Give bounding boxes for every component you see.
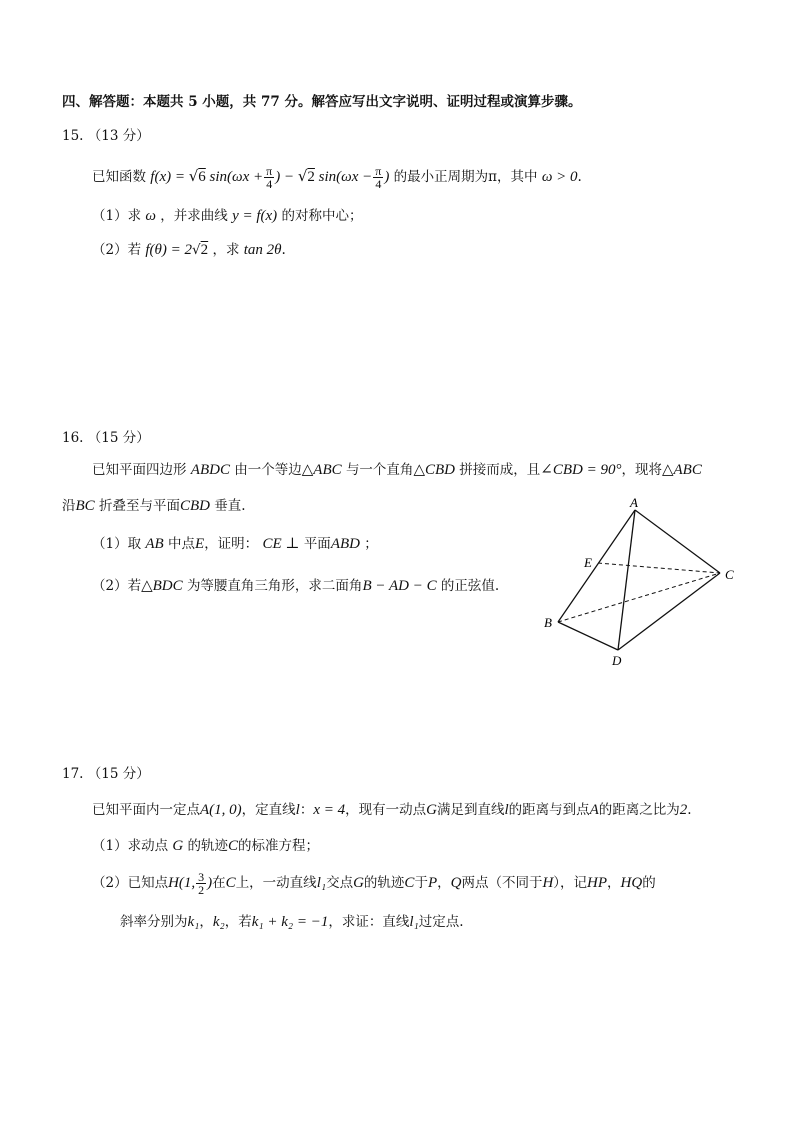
q17-p2-f: ， [437, 875, 451, 891]
q16-p1-ab: AB [145, 536, 164, 552]
q16-part2 [92, 576, 499, 596]
q17-l1-f: 的距离与到点 [508, 802, 590, 818]
edge-BC-hidden [558, 573, 720, 622]
q16-l1-cbd: △CBD [413, 462, 455, 478]
q15-header [62, 126, 150, 146]
q16-p1-e: E [195, 536, 205, 552]
segment-EC-hidden [598, 563, 720, 573]
q17-p2-h2: ），记 [553, 875, 588, 891]
q16-p2-dihedral: B − AD − C [362, 578, 437, 594]
q16-p1-mid: 中点 [168, 536, 196, 552]
q17-p2-hp: HP [587, 875, 608, 891]
q15-part2-root: 2 [200, 242, 209, 258]
q15-stem-suffix: 的最小正周期为π，其中 [393, 169, 538, 185]
q15-part2-expr: f(θ) = 2 [145, 242, 193, 258]
q17-p2-p: P [427, 875, 438, 891]
q16-score: （15 分） [87, 430, 150, 446]
q16-l2-cbd: CBD [179, 498, 210, 514]
q17-p2-label: （2）已知点 [92, 875, 169, 891]
q17-p2-i: 的 [642, 875, 656, 891]
q17-l3-a: 斜率分别为 [120, 914, 188, 930]
q16-l1-d: 拼接而成，且 [459, 462, 541, 478]
q16-part1 [92, 534, 378, 554]
label-D: D [612, 653, 622, 668]
q16-l1-e: ，现将 [621, 462, 662, 478]
section-title: 四、解答题：本题共 5 小题，共 77 分。解答应写出文字说明、证明过程或演算步骤。 [62, 94, 582, 110]
q15-part2-label: （2）若 [92, 242, 142, 258]
q15-part1-omega: ω [145, 208, 156, 224]
q15-stem-prefix: 已知函数 [92, 169, 146, 185]
q17-p2-hh: H [542, 875, 554, 891]
q17-l1-end: . [687, 802, 692, 818]
q17-l3-l1: l₁ [409, 914, 419, 930]
label-E: E [584, 555, 592, 570]
q15-part2: （2）若 f(θ) = 2√2 ，求 tan 2θ. [92, 242, 286, 258]
q16-p1-label: （1）取 [92, 536, 142, 552]
q16-p1-end: ； [364, 536, 378, 552]
q15-part1-label: （1）求 [92, 208, 142, 224]
q16-header [62, 428, 150, 448]
q17-p2-den: 2 [198, 883, 205, 897]
q17-p2-h: H(1, [168, 875, 196, 891]
q17-p2-c2: 交点 [326, 875, 354, 891]
q17-number: 17. [62, 766, 84, 782]
q16-l2-a: 沿 [62, 498, 76, 514]
q17-p1-mid: 的轨迹 [187, 838, 229, 854]
q16-p2-end: 的正弦值. [440, 578, 500, 594]
q17-p1-label: （1）求动点 [92, 838, 169, 854]
q17-l1-a: 已知平面内一定点 [92, 802, 200, 818]
q16-p2-mid: 为等腰直角三角形，求二面角 [186, 578, 363, 594]
q17-p2-g: G [353, 875, 364, 891]
q17-p2-on: 在 [212, 875, 226, 891]
q17-p2-d: 的轨迹 [363, 875, 405, 891]
q16-l1-abdc: ABDC [190, 462, 230, 478]
q16-l1-abc2: △ABC [661, 462, 702, 478]
q16-tetrahedron-figure [530, 495, 750, 675]
label-B: B [544, 615, 552, 630]
q16-p1-abd: ABD [330, 536, 360, 552]
q17-stem [92, 800, 692, 820]
q16-number: 16. [62, 430, 84, 446]
q17-l3-sum: k₁ + k₂ = −1 [251, 914, 329, 930]
q17-l1-b: ，定直线 [241, 802, 296, 818]
q15-stem-end: . [577, 169, 582, 185]
q16-stem-line2 [62, 496, 246, 516]
q17-l1-eq: x = 4 [313, 802, 346, 818]
q15-part2-end: . [281, 242, 286, 258]
q17-p2-hq: HQ [620, 875, 643, 891]
edge-BD [558, 622, 618, 650]
q16-l1-a: 已知平面四边形 [92, 462, 187, 478]
q15-part1-end: 的对称中心； [281, 208, 363, 224]
q17-l1-g: G [426, 802, 437, 818]
q17-p2-e: 于 [414, 875, 428, 891]
q15-part2-mid: ，求 [212, 242, 240, 258]
q17-p2-fraction [196, 871, 206, 896]
q15-part1-mid: ，并求曲线 [160, 208, 228, 224]
q17-l1-g2: 的距离之比为 [598, 802, 680, 818]
q17-p2-b: 上，一动直线 [235, 875, 317, 891]
q15-score: （13 分） [87, 128, 150, 144]
q17-l1-ratio: 2 [679, 802, 688, 818]
q17-l3-b: ， [199, 914, 213, 930]
q16-p2-bdc: △BDC [141, 578, 183, 594]
q16-p1-stmt: CE ⊥ [262, 536, 300, 552]
q17-p1-c: C [228, 838, 239, 854]
q17-p2-cc: C [404, 875, 415, 891]
q17-p2-g2: 两点（不同于 [461, 875, 543, 891]
label-C: C [725, 567, 734, 582]
edge-DC [618, 573, 720, 650]
q17-p2-c: C [225, 875, 236, 891]
label-A: A [630, 495, 638, 510]
q17-l1-d: ，现有一动点 [345, 802, 427, 818]
q17-p1-g: G [172, 838, 184, 854]
q17-l3-d: ，求证：直线 [328, 914, 410, 930]
q17-p2-close: ) [207, 875, 213, 891]
q17-l3-e: 过定点. [418, 914, 464, 930]
q15-part2-tan: tan 2θ [243, 242, 282, 258]
q15-omega-condition: ω > 0 [541, 169, 578, 185]
q17-l3-k1: k₁ [187, 914, 200, 930]
q17-p2-num: 3 [198, 870, 205, 884]
q16-l1-b: 由一个等边 [234, 462, 302, 478]
q17-p1-end: 的标准方程； [238, 838, 320, 854]
q17-p2-l1: l₁ [316, 875, 327, 891]
q17-p2-comma: ， [607, 875, 621, 891]
q15-part1-curve: y = f(x) [232, 208, 278, 224]
q16-l1-abc: △ABC [301, 462, 342, 478]
q15-stem [92, 163, 582, 190]
q17-l3-k2: k₂ [212, 914, 225, 930]
q17-p2-q: Q [450, 875, 462, 891]
q16-p1-prove: ，证明： [204, 536, 259, 552]
q15-part1 [92, 206, 362, 226]
q16-l1-angle: ∠CBD = 90° [540, 462, 622, 478]
q17-l1-e: 满足到直线 [436, 802, 505, 818]
q17-part1 [92, 836, 319, 856]
q17-score: （15 分） [87, 766, 150, 782]
q16-l2-c: 垂直. [214, 498, 246, 514]
q17-l1-c: ： [299, 802, 314, 818]
q17-l1-l2: l [504, 802, 509, 818]
q16-p2-label: （2）若 [92, 578, 142, 594]
q17-part2 [92, 868, 656, 898]
q16-p1-plane: 平面 [303, 536, 331, 552]
q17-l1-l: l [295, 802, 300, 818]
q17-l1-pt: A(1, 0) [200, 802, 242, 818]
q16-l2-b: 折叠至与平面 [98, 498, 180, 514]
edge-AC [635, 510, 720, 573]
q17-header [62, 764, 150, 784]
q17-l1-a2: A [589, 802, 599, 818]
q15-number: 15. [62, 128, 84, 144]
q17-part2-line2 [120, 912, 464, 932]
q17-l3-c: ，若 [224, 914, 252, 930]
q16-stem-line1 [92, 460, 702, 480]
q15-function-formula: f(x) = √6 sin(ωx + $\frac{\pi}{4}$ ) − √2 sin(ωx − $\frac{\pi}{4}$ ) [150, 164, 390, 192]
q16-l1-c: 与一个直角 [345, 462, 414, 478]
q16-l2-bc: BC [75, 498, 95, 514]
